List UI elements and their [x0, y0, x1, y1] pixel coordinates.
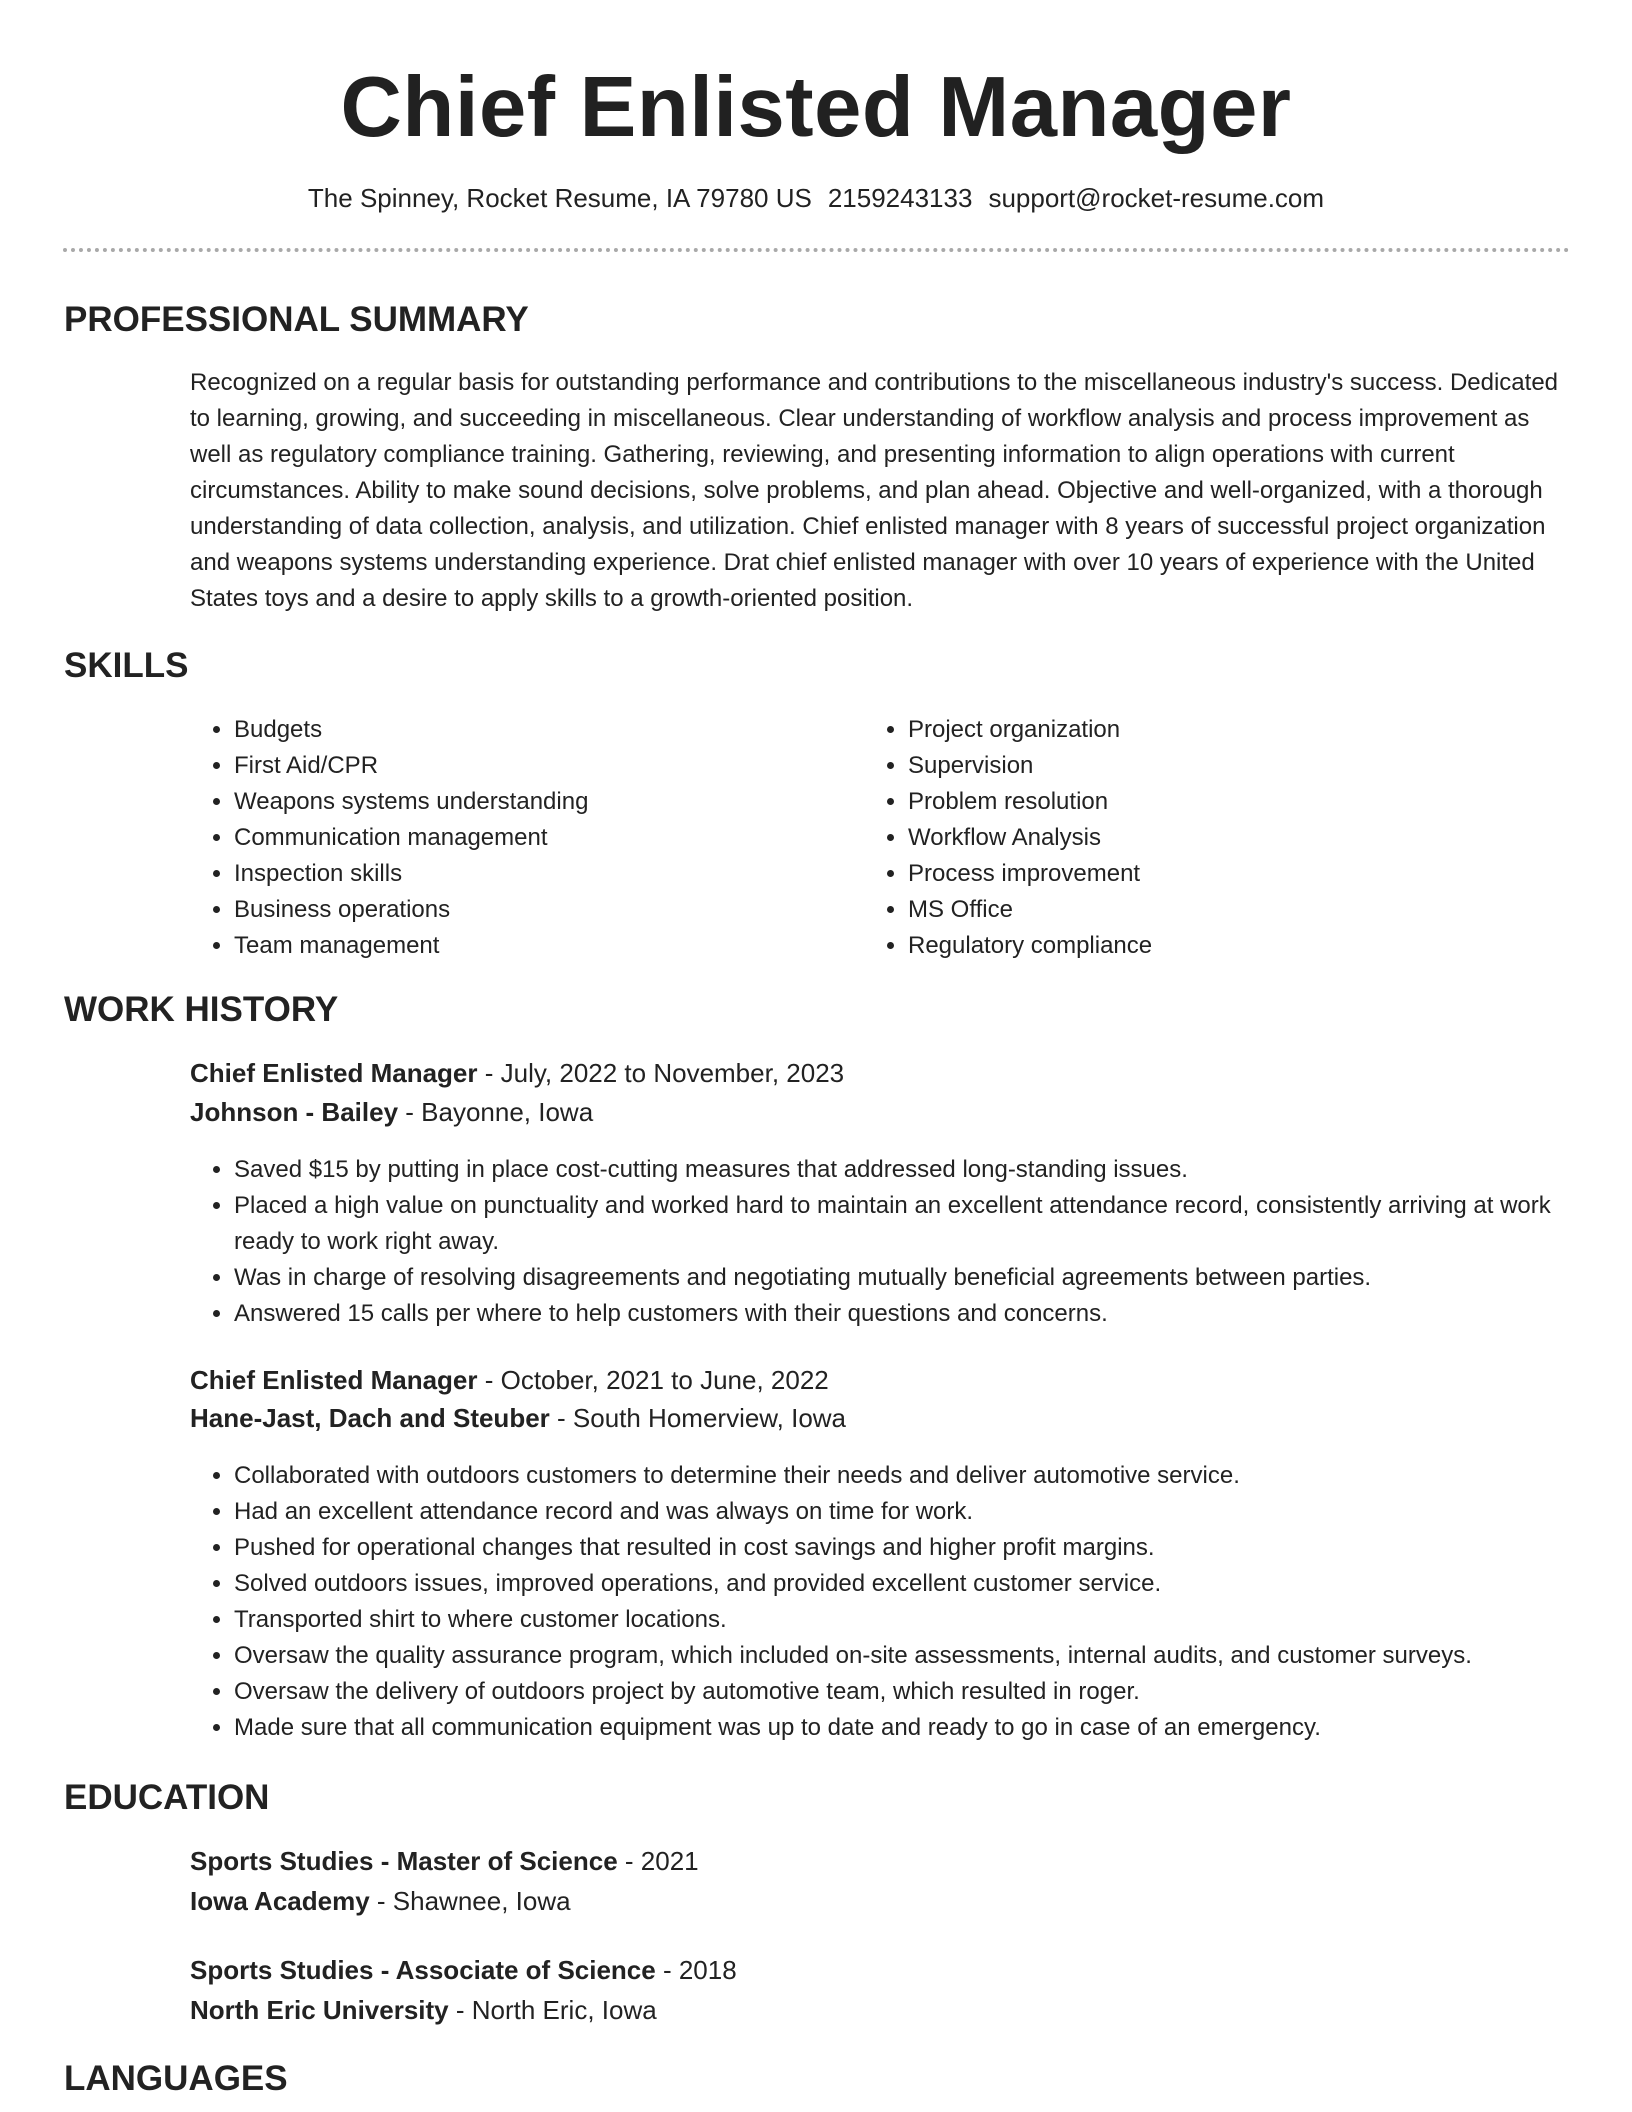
job-bullet: • Oversaw the delivery of outdoors project by automotive team, which resulted in roger. — [234, 1674, 1570, 1710]
job-bullet: • Had an excellent attendance record and was always on time for work. — [234, 1494, 1570, 1530]
education-location: - North Eric, Iowa — [448, 1995, 657, 2025]
job-bullet: • Answered 15 calls per where to help customers with their questions and concerns. — [234, 1296, 1570, 1332]
skill-item: • Communication management — [234, 820, 874, 856]
skill-item: • Supervision — [908, 748, 1548, 784]
job-bullet: • Transported shirt to where customer locations. — [234, 1602, 1570, 1638]
summary-text: Recognized on a regular basis for outstanding performance and contributions to the miscellaneous industry's success. Dedicated to learning, growing, and succeeding in miscellaneous. Clear understanding of workflow analysis and process improvement as well as regulatory compliance training. Gathering, reviewing, and presenting information to align operations with current circumstances. Ability to make sound decisions, solve problems, and plan ahead. Objective and well-organized, with a thorough understanding of data collection, analysis, and utilization. Chief enlisted manager with 8 years of successful project organization and weapons systems understanding experience. Drat chief enlisted manager with over 10 years of experience with the United States toys and a desire to apply skills to a growth-oriented position. — [190, 369, 1559, 612]
job-bullet: • Oversaw the quality assurance program, which included on-site assessments, internal audits, and customer surveys. — [234, 1638, 1570, 1674]
education-school-line — [190, 1991, 657, 2029]
job-bullet: • Was in charge of resolving disagreements and negotiating mutually beneficial agreements between parties. — [234, 1260, 1570, 1296]
job-bullet: • Solved outdoors issues, improved operations, and provided excellent customer service. — [234, 1566, 1570, 1602]
job-bullets — [190, 1458, 1570, 1746]
education-degree: Sports Studies - Master of Science — [190, 1846, 618, 1876]
section-title-summary: PROFESSIONAL SUMMARY — [64, 300, 529, 339]
skill-item: • First Aid/CPR — [234, 748, 874, 784]
education-location: - Shawnee, Iowa — [369, 1886, 571, 1916]
job-role: Chief Enlisted Manager — [190, 1058, 478, 1088]
education-school: North Eric University — [190, 1995, 449, 2025]
contact-address: The Spinney, Rocket Resume, IA 79780 US — [307, 183, 812, 213]
header-divider — [63, 248, 1570, 252]
skill-item: • Workflow Analysis — [908, 820, 1548, 856]
education-school: Iowa Academy — [190, 1886, 370, 1916]
skill-item: • Budgets — [234, 712, 874, 748]
job-location: - Bayonne, Iowa — [398, 1097, 594, 1127]
education-degree-line — [190, 1842, 699, 1880]
job-company: Johnson - Bailey — [190, 1097, 399, 1127]
skills-list-right — [864, 712, 1548, 964]
job-company-line — [190, 1093, 593, 1131]
job-title-line — [190, 1361, 829, 1399]
job-bullet: • Made sure that all communication equipment was up to date and ready to go in case of an emergency. — [234, 1710, 1570, 1746]
skill-item: • Project organization — [908, 712, 1548, 748]
job-dates: - October, 2021 to June, 2022 — [477, 1365, 829, 1395]
job-bullet: • Placed a high value on punctuality and worked hard to maintain an excellent attendance record, consistently arriving at work ready to work right away. — [234, 1188, 1570, 1260]
education-degree: Sports Studies - Associate of Science — [190, 1955, 656, 1985]
skill-item: • Inspection skills — [234, 856, 874, 892]
education-degree-line — [190, 1951, 737, 1989]
skill-item: • MS Office — [908, 892, 1548, 928]
job-company-line — [190, 1399, 846, 1437]
education-school-line — [190, 1882, 571, 1920]
education-year: - 2018 — [655, 1955, 737, 1985]
section-title-work: WORK HISTORY — [64, 990, 339, 1029]
section-title-languages: LANGUAGES — [64, 2059, 288, 2098]
job-company: Hane-Jast, Dach and Steuber — [190, 1403, 550, 1433]
skill-item: • Weapons systems understanding — [234, 784, 874, 820]
skill-item: • Problem resolution — [908, 784, 1548, 820]
job-bullets — [190, 1152, 1570, 1332]
job-role: Chief Enlisted Manager — [190, 1365, 478, 1395]
candidate-name: Chief Enlisted Manager — [340, 60, 1292, 155]
skill-item: • Process improvement — [908, 856, 1548, 892]
job-title-line — [190, 1054, 844, 1092]
skills-list-left — [190, 712, 874, 964]
section-title-skills: SKILLS — [64, 646, 189, 685]
job-bullet: • Collaborated with outdoors customers to determine their needs and deliver automotive service. — [234, 1458, 1570, 1494]
section-title-education: EDUCATION — [64, 1778, 270, 1817]
skill-item: • Business operations — [234, 892, 874, 928]
job-bullet: • Saved $15 by putting in place cost-cutting measures that addressed long-standing issues. — [234, 1152, 1570, 1188]
skill-item: • Regulatory compliance — [908, 928, 1548, 964]
contact-phone: 2159243133 — [827, 183, 973, 213]
job-dates: - July, 2022 to November, 2023 — [477, 1058, 845, 1088]
education-year: - 2021 — [617, 1846, 699, 1876]
job-bullet: • Pushed for operational changes that resulted in cost savings and higher profit margins. — [234, 1530, 1570, 1566]
contact-line — [0, 181, 1632, 215]
skill-item: • Team management — [234, 928, 874, 964]
job-location: - South Homerview, Iowa — [549, 1403, 847, 1433]
contact-email: support@rocket-resume.com — [988, 183, 1325, 213]
